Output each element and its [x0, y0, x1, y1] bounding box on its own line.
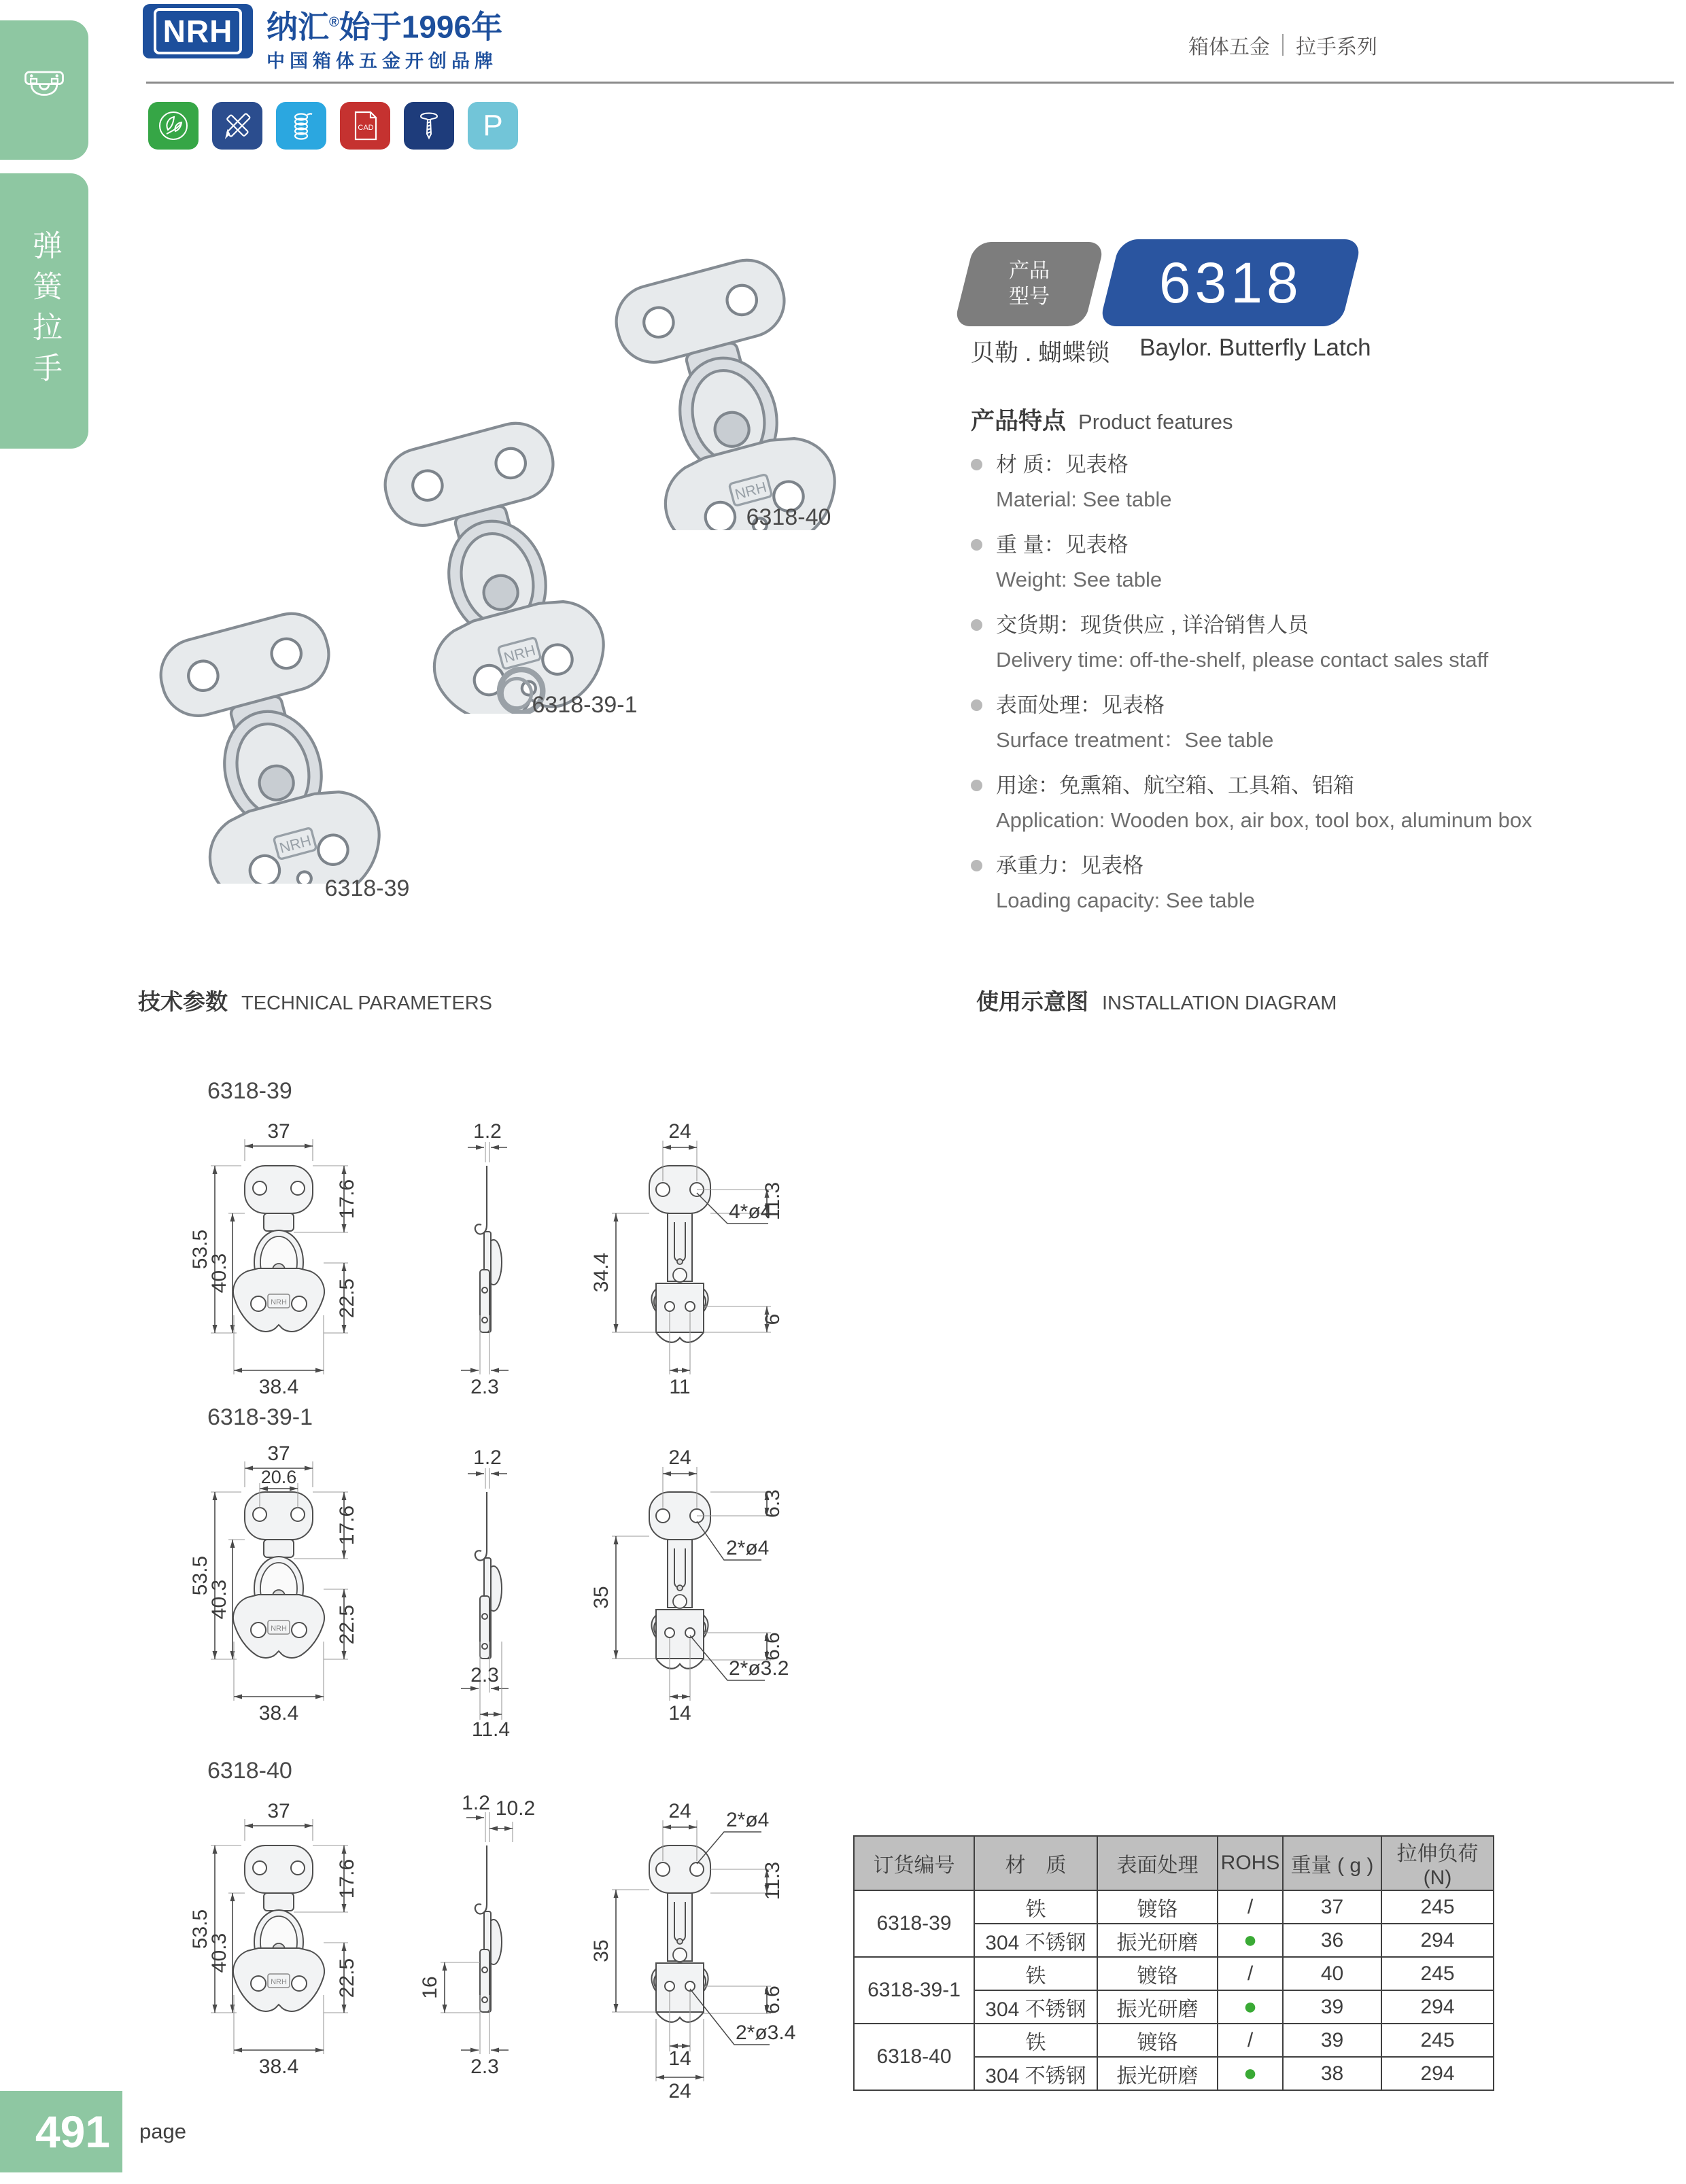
- drawing-label-6318-40: 6318-40: [207, 1758, 292, 1784]
- section-installation-diagram: 使用示意图 INSTALLATION DIAGRAM: [976, 989, 1337, 1014]
- sidebar-category-icon-tab[interactable]: [0, 20, 88, 160]
- svg-text:16: 16: [419, 1976, 441, 1999]
- nrh-logo: [143, 4, 253, 58]
- svg-text:38.4: 38.4: [258, 1376, 299, 1398]
- photo-label-mid: 6318-39-1: [532, 692, 638, 718]
- svg-text:40.3: 40.3: [208, 1932, 230, 1973]
- feature-item: 材 质：见表格 Material: See table: [971, 450, 1685, 514]
- feature-icon-row: [148, 102, 518, 150]
- screw-icon: [404, 102, 454, 150]
- col-rohs: ROHS: [1218, 1836, 1283, 1890]
- svg-text:34.4: 34.4: [590, 1252, 613, 1293]
- spec-table: [853, 1835, 1494, 2091]
- registered-mark: ®: [329, 15, 339, 30]
- section-technical-parameters: 技术参数 TECHNICAL PARAMETERS: [138, 989, 492, 1014]
- drawing-6318-39-1: [136, 1434, 816, 1747]
- table-row: 6318-39-1 铁 镀铬 / 40 245: [854, 1957, 1494, 1990]
- bullet-icon: [971, 539, 982, 551]
- page-number-badge: [0, 2091, 122, 2172]
- header-rule: [146, 82, 1674, 84]
- svg-text:37: 37: [267, 1442, 290, 1465]
- eco-icon: [148, 102, 199, 150]
- table-row: 6318-39 铁 镀铬 / 37 245: [854, 1890, 1494, 1924]
- svg-text:53.5: 53.5: [189, 1555, 211, 1596]
- design-tools-icon: [212, 102, 262, 150]
- bullet-icon: [971, 860, 982, 871]
- breadcrumb-left: 箱体五金: [1188, 36, 1270, 58]
- svg-text:38.4: 38.4: [258, 2056, 299, 2078]
- page-number: 491: [35, 2107, 110, 2157]
- svg-text:22.5: 22.5: [336, 1958, 358, 1998]
- svg-text:1.2: 1.2: [462, 1792, 490, 1814]
- svg-text:6.6: 6.6: [761, 1986, 784, 2014]
- bullet-icon: [971, 780, 982, 791]
- svg-text:14: 14: [668, 1702, 691, 1724]
- brand-block: [266, 5, 502, 73]
- table-row: 304 不锈钢 振光研磨 ● 38 294: [854, 2057, 1494, 2090]
- svg-text:11.3: 11.3: [761, 1861, 784, 1901]
- bullet-icon: [971, 459, 982, 470]
- features-list: [971, 450, 1685, 931]
- svg-text:11: 11: [669, 1376, 691, 1398]
- svg-text:2*ø4: 2*ø4: [726, 1809, 770, 1831]
- svg-text:4*ø4: 4*ø4: [729, 1200, 772, 1223]
- product-name-cn: 贝勒 . 蝴蝶锁: [971, 340, 1110, 366]
- product-name-en: Baylor. Butterfly Latch: [1139, 334, 1371, 361]
- svg-text:22.5: 22.5: [336, 1278, 358, 1319]
- breadcrumb-right: 拉手系列: [1296, 36, 1377, 58]
- model-cell: 6318-39-1: [854, 1957, 974, 2024]
- table-row: 304 不锈钢 振光研磨 ● 39 294: [854, 1990, 1494, 2024]
- svg-text:24: 24: [668, 1446, 691, 1469]
- rohs-dot: ●: [1218, 1924, 1283, 1957]
- photo-label-top: 6318-40: [746, 504, 831, 530]
- bullet-icon: [971, 699, 982, 711]
- feature-item: 交货期：现货供应 , 详洽销售人员 Delivery time: off-the-shelf, please contact sales staff: [971, 610, 1685, 674]
- svg-text:2*ø3.2: 2*ø3.2: [729, 1657, 789, 1680]
- svg-text:24: 24: [668, 1800, 691, 1822]
- svg-text:40.3: 40.3: [208, 1579, 230, 1620]
- svg-text:24: 24: [668, 2080, 691, 2102]
- col-surface: 表面处理: [1097, 1836, 1218, 1890]
- svg-text:38.4: 38.4: [258, 1702, 299, 1724]
- svg-text:20.6: 20.6: [260, 1467, 297, 1487]
- feature-item: 用途：免熏箱、航空箱、工具箱、铝箱 Application: Wooden box, air box, tool box, aluminum box: [971, 771, 1685, 835]
- svg-text:1.2: 1.2: [473, 1120, 502, 1143]
- svg-text:37: 37: [267, 1120, 290, 1143]
- spring-icon: [276, 102, 326, 150]
- svg-text:2*ø3.4: 2*ø3.4: [736, 2022, 796, 2044]
- photo-6318-39: [116, 598, 455, 884]
- sidebar-category-label: 弹簧拉手: [28, 229, 61, 393]
- page-word: page: [139, 2119, 186, 2143]
- sidebar-category-tab[interactable]: [0, 173, 88, 449]
- svg-text:10.2: 10.2: [495, 1797, 536, 1820]
- cad-file-icon: [340, 102, 390, 150]
- svg-text:37: 37: [267, 1800, 290, 1822]
- svg-text:6.3: 6.3: [761, 1489, 784, 1518]
- svg-text:53.5: 53.5: [189, 1229, 211, 1270]
- drawing-6318-39: [136, 1108, 816, 1414]
- model-badge-number: [1099, 239, 1362, 326]
- col-weight: 重量 ( g ): [1283, 1836, 1381, 1890]
- table-row: 304 不锈钢 振光研磨 ● 36 294: [854, 1924, 1494, 1957]
- col-material: 材 质: [974, 1836, 1097, 1890]
- feature-item: 承重力：见表格 Loading capacity: See table: [971, 851, 1685, 915]
- svg-text:2*ø4: 2*ø4: [726, 1537, 770, 1559]
- p-icon: P: [468, 102, 518, 150]
- svg-text:2.3: 2.3: [470, 2056, 499, 2078]
- svg-text:11.3: 11.3: [761, 1181, 784, 1221]
- svg-text:35: 35: [590, 1586, 613, 1609]
- brand-line1: 纳汇®始于1996年: [266, 9, 503, 45]
- drawing-6318-40: [136, 1788, 816, 2107]
- product-name: [971, 334, 1371, 368]
- drawing-label-6318-39: 6318-39: [207, 1078, 292, 1104]
- svg-text:17.6: 17.6: [336, 1858, 358, 1899]
- rohs-dot: ●: [1218, 2057, 1283, 2090]
- svg-text:1.2: 1.2: [473, 1446, 502, 1469]
- brand-slogan: 中国箱体五金开创品牌: [266, 51, 498, 72]
- svg-text:24: 24: [668, 1120, 691, 1143]
- spec-header-row: [854, 1836, 1494, 1890]
- model-badge-label: 产品 型号: [954, 242, 1105, 326]
- feature-item: 表面处理：见表格 Surface treatment：See table: [971, 691, 1685, 755]
- svg-text:40.3: 40.3: [208, 1253, 230, 1294]
- svg-text:2.3: 2.3: [470, 1664, 499, 1686]
- svg-text:35: 35: [590, 1939, 613, 1962]
- svg-text:6.6: 6.6: [761, 1632, 784, 1661]
- breadcrumb: [1188, 30, 1377, 60]
- table-row: 6318-40 铁 镀铬 / 39 245: [854, 2024, 1494, 2057]
- svg-text:53.5: 53.5: [189, 1909, 211, 1949]
- rohs-dot: ●: [1218, 1990, 1283, 2024]
- feature-item: 重 量：见表格 Weight: See table: [971, 530, 1685, 594]
- bullet-icon: [971, 619, 982, 631]
- svg-text:2.3: 2.3: [470, 1376, 499, 1398]
- model-cell: 6318-40: [854, 2024, 974, 2090]
- model-number: 6318: [1158, 250, 1303, 315]
- svg-text:CAD: CAD: [358, 124, 374, 132]
- col-order-no: 订货编号: [854, 1836, 974, 1890]
- model-cell: 6318-39: [854, 1890, 974, 1957]
- svg-text:14: 14: [668, 2047, 691, 2070]
- drawing-label-6318-39-1: 6318-39-1: [207, 1404, 313, 1430]
- svg-text:17.6: 17.6: [336, 1505, 358, 1546]
- photo-label-bot: 6318-39: [324, 876, 410, 901]
- col-load: 拉伸负荷 (N): [1381, 1836, 1494, 1890]
- nrh-logo-text: NRH: [154, 8, 243, 54]
- features-title: 产品特点 Product features: [971, 408, 1233, 434]
- svg-text:11.4: 11.4: [471, 1718, 511, 1741]
- latch-icon: [22, 68, 67, 106]
- breadcrumb-divider: [1282, 34, 1284, 56]
- svg-text:6: 6: [761, 1313, 784, 1325]
- svg-text:17.6: 17.6: [336, 1179, 358, 1219]
- svg-text:22.5: 22.5: [336, 1604, 358, 1645]
